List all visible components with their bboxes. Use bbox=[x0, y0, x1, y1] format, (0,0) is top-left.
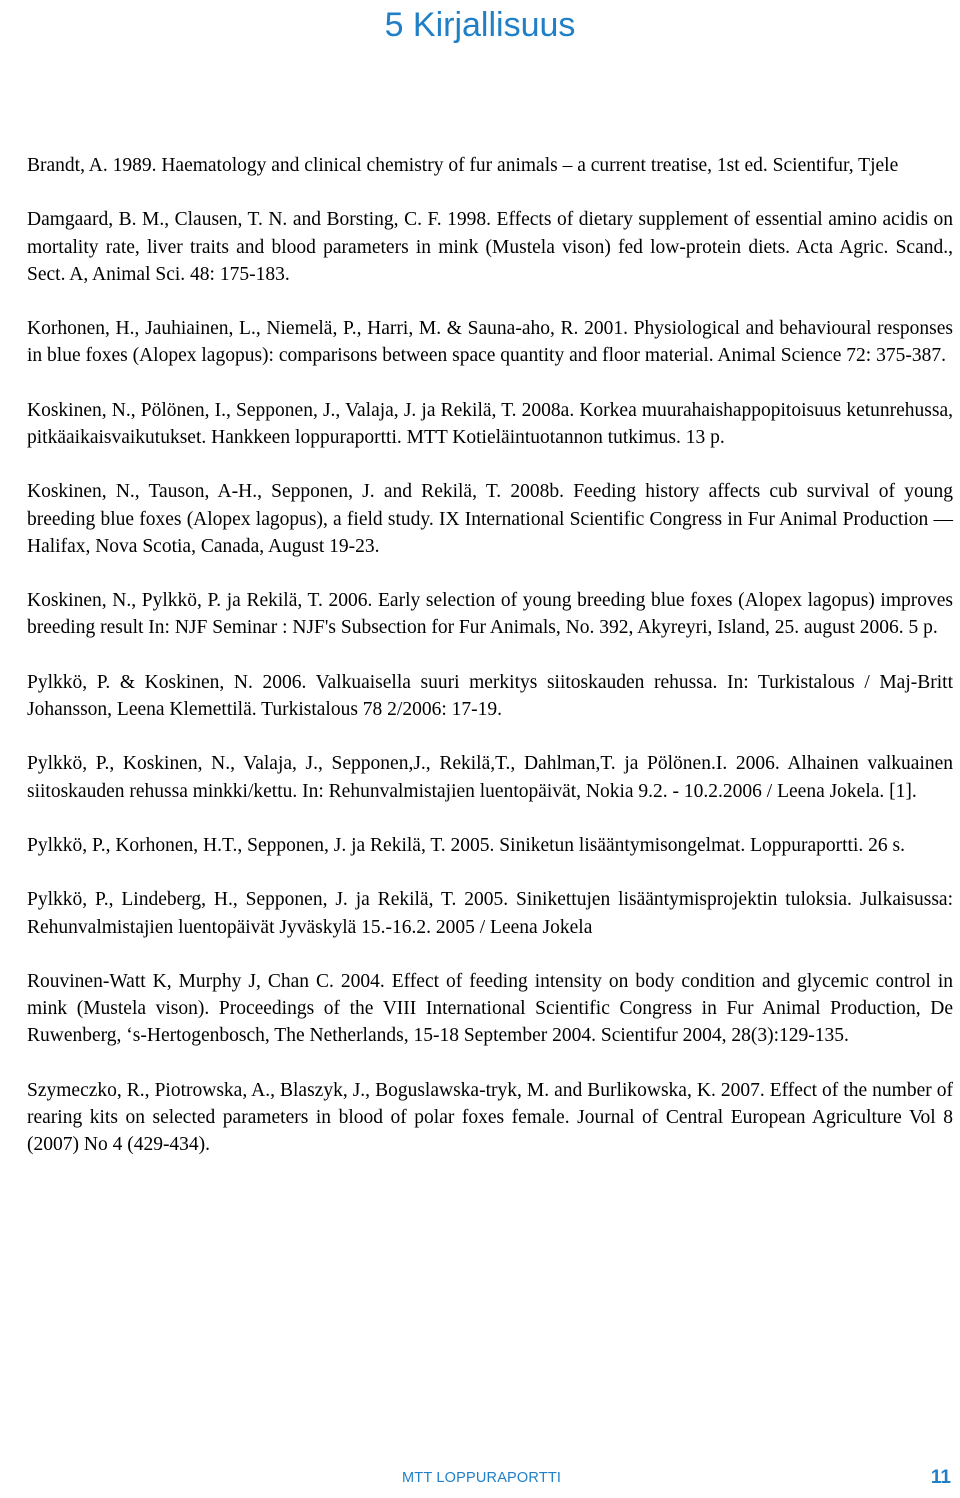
reference-entry: Szymeczko, R., Piotrowska, A., Blaszyk, J., Boguslawska-tryk, M. and Burlikowska, K. 2007. Effect of the number of rearing kits on selected parameters in blood of polar foxes female. Journal of Central European Agriculture Vol 8 (2007) No 4 (429-434). bbox=[27, 1079, 953, 1156]
reference-list bbox=[27, 152, 953, 1186]
footer-report-label: MTT LOPPURAPORTTI bbox=[402, 1470, 562, 1486]
reference-entry: Rouvinen-Watt K, Murphy J, Chan C. 2004. Effect of feeding intensity on body condition and glycemic control in mink (Mustela vison). Proceedings of the VIII International Scientific Congress in Fur Animal Production, De Ruwenberg, ‘s-Hertogenbosch, The Netherlands, 15-18 September 2004. Scientifur 2004, 28(3):129-135. bbox=[27, 970, 953, 1047]
reference-entry: Brandt, A. 1989. Haematology and clinical chemistry of fur animals – a current treatise, 1st ed. Scientifur, Tjele bbox=[27, 155, 899, 176]
reference-entry: Pylkkö, P. & Koskinen, N. 2006. Valkuaisella suuri merkitys siitoskauden rehussa. In: Turkistalous / Maj-Britt Johansson, Leena Klemettilä. Turkistalous 78 2/2006: 17-19. bbox=[27, 671, 953, 720]
reference-entry: Koskinen, N., Pylkkö, P. ja Rekilä, T. 2006. Early selection of young breeding blue foxes (Alopex lagopus) improves breeding result In: NJF Seminar : NJF's Subsection for Fur Animals, No. 392, Akyreyri, Island, 25. august 2006. 5 p. bbox=[27, 590, 953, 639]
page-number: 11 bbox=[930, 1467, 951, 1488]
reference-entry: Koskinen, N., Pölönen, I., Sepponen, J., Valaja, J. ja Rekilä, T. 2008a. Korkea muurahaishappopitoisuus ketunrehussa, pitkäaikaisvaikutukset. Hankkeen loppuraportti. MTT Kotieläintuotannon tutkimus. 13 p. bbox=[27, 399, 953, 448]
section-title: 5 Kirjallisuus bbox=[384, 6, 576, 44]
reference-entry: Pylkkö, P., Lindeberg, H., Sepponen, J. ja Rekilä, T. 2005. Sinikettujen lisääntymisprojektin tuloksia. Julkaisussa: Rehunvalmistajien luentopäivät Jyväskylä 15.-16.2. 2005 / Leena Jokela bbox=[27, 889, 953, 938]
reference-entry: Pylkkö, P., Koskinen, N., Valaja, J., Sepponen,J., Rekilä,T., Dahlman,T. ja Pölönen.I. 2006. Alhainen valkuainen siitoskauden rehussa minkki/kettu. In: Rehunvalmistajien luentopäivät, Nokia 9.2. - 10.2.2006 / Leena Jokela. [1]. bbox=[27, 753, 953, 802]
reference-entry: Koskinen, N., Tauson, A-H., Sepponen, J. and Rekilä, T. 2008b. Feeding history affects cub survival of young breeding blue foxes (Alopex lagopus), a field study. IX International Scientific Congress in Fur Animal Production — Halifax, Nova Scotia, Canada, August 19-23. bbox=[27, 481, 953, 557]
reference-entry: Damgaard, B. M., Clausen, T. N. and Borsting, C. F. 1998. Effects of dietary supplement of essential amino acidis on mortality rate, liver traits and blood parameters in mink (Mustela vison) fed low-protein diets. Acta Agric. Scand., Sect. A, Animal Sci. 48: 175-183. bbox=[27, 209, 953, 285]
reference-entry: Korhonen, H., Jauhiainen, L., Niemelä, P., Harri, M. & Sauna-aho, R. 2001. Physiological and behavioural responses in blue foxes (Alopex lagopus): comparisons between space quantity and floor material. Animal Science 72: 375-387. bbox=[27, 318, 953, 367]
reference-entry: Pylkkö, P., Korhonen, H.T., Sepponen, J. ja Rekilä, T. 2005. Siniketun lisääntymisongelmat. Loppuraportti. 26 s. bbox=[27, 834, 905, 856]
